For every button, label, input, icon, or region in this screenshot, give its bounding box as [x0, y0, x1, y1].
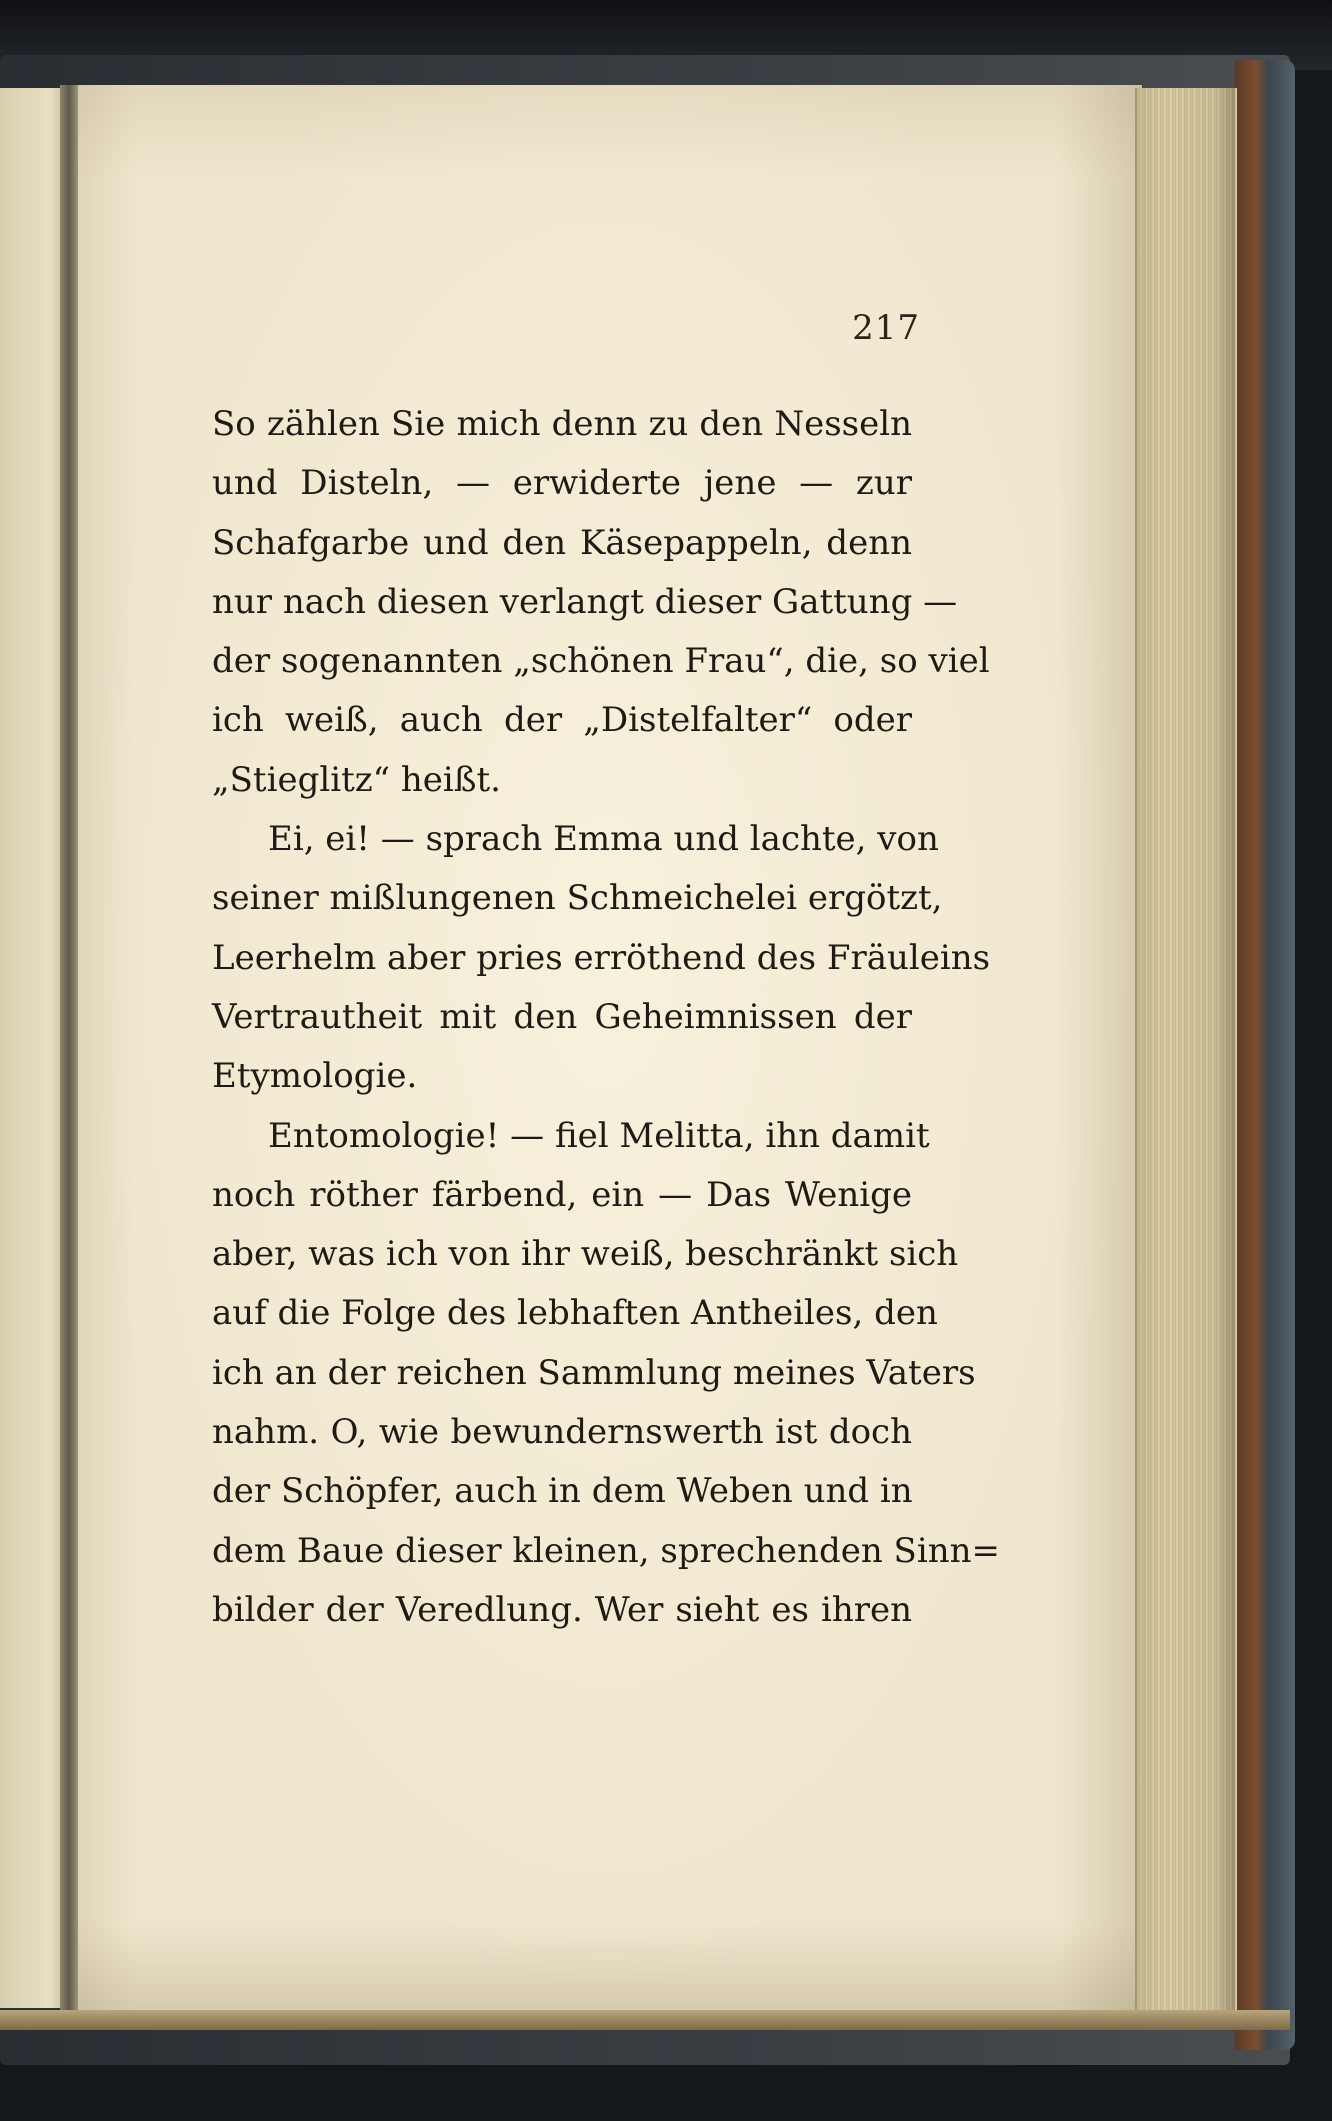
text-line: Entomologie! — fiel Melitta, ihn damit [268, 1115, 930, 1156]
page-block-shade [1135, 88, 1235, 2013]
text-line: seiner mißlungenen Schmeichelei ergötzt, [212, 878, 943, 919]
text-line: Vertrautheit mit den Geheimnissen der [212, 996, 912, 1037]
text-line: der Schöpfer, auch in dem Weben und in [212, 1471, 913, 1512]
text-line: aber, was ich von ihr weiß, beschränkt sich [212, 1234, 959, 1275]
text-line: Schafgarbe und den Käsepappeln, denn [212, 522, 912, 563]
page-gutter [60, 85, 78, 2015]
text-line: So zählen Sie mich denn zu den Nesseln [212, 404, 912, 444]
page-number: 217 [852, 308, 920, 348]
text-line: noch röther färbend, ein — Das Wenige [212, 1174, 912, 1215]
text-line: nahm. O, wie bewundernswerth ist doch [212, 1412, 912, 1453]
text-line: und Disteln, — erwiderte jene — zur [212, 463, 912, 504]
book-cover-edge [1235, 60, 1295, 2050]
book-bottom-edge [0, 2010, 1290, 2030]
text-line: ich an der reichen Sammlung meines Vaters [212, 1352, 976, 1393]
text-line: der sogenannten „schönen Frau“, die, so viel [212, 641, 990, 682]
text-line: Etymologie. [212, 1056, 418, 1097]
text-line: Leerhelm aber pries erröthend des Fräuleins [212, 937, 991, 978]
text-line: auf die Folge des lebhaften Antheiles, den [212, 1293, 938, 1334]
text-line: ich weiß, auch der „Distelfalter“ oder [212, 700, 912, 741]
page-text [212, 395, 1000, 1640]
text-line: nur nach diesen verlangt dieser Gattung — [212, 581, 958, 622]
text-line: „Stieglitz“ heißt. [212, 759, 501, 800]
text-line: Ei, ei! — sprach Emma und lachte, von [268, 819, 939, 860]
text-line: dem Baue dieser kleinen, sprechenden Sinn= [212, 1530, 1000, 1571]
text-line: bilder der Veredlung. Wer sieht es ihren [212, 1589, 912, 1630]
